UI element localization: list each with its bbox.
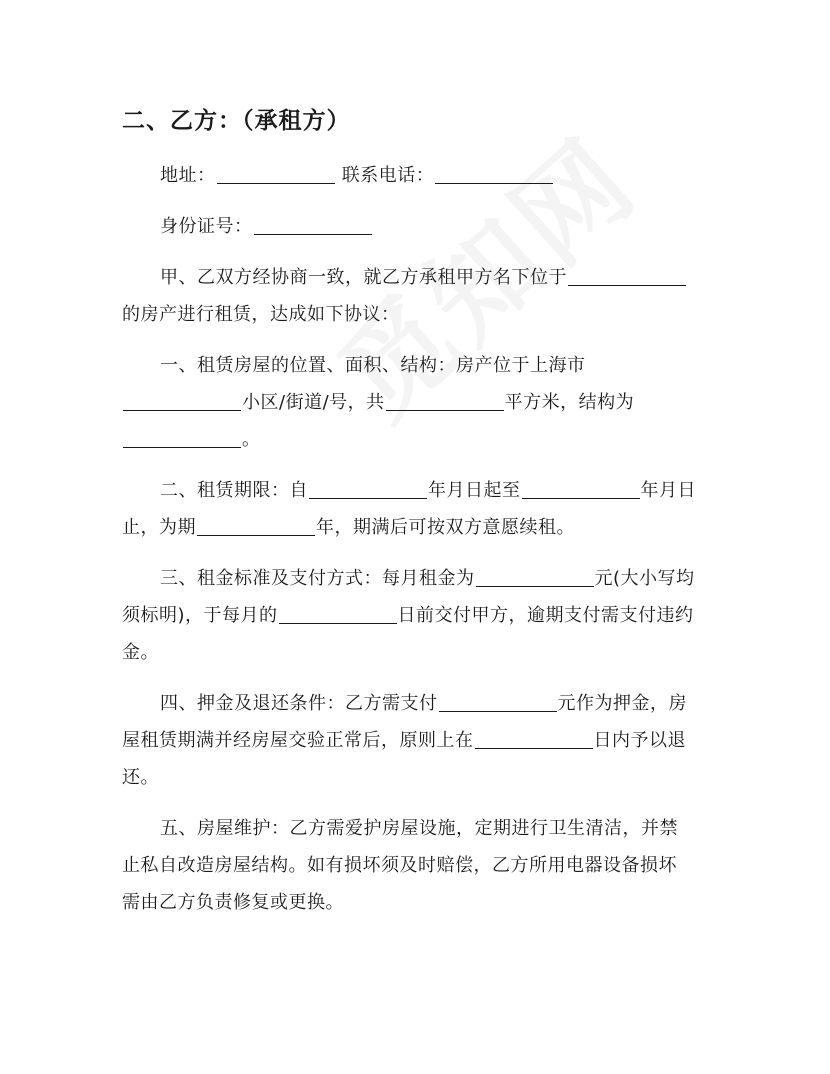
text: 日前交付甲方，逾期支付需支付违约 — [397, 605, 694, 626]
text: 元(大小写均 — [594, 568, 695, 589]
blank-field — [123, 429, 241, 448]
line-clause-1a — [160, 354, 586, 378]
text: 屋租赁期满并经房屋交验正常后，原则上在 — [122, 730, 474, 751]
line-clause-5b — [122, 854, 677, 878]
line-address-phone — [160, 164, 554, 188]
text: 三、租金标准及支付方式：每月租金为 — [160, 568, 475, 589]
blank-field — [568, 267, 686, 286]
blank-field — [439, 693, 557, 712]
line-clause-5c — [122, 891, 344, 915]
line-clause-3c — [122, 641, 159, 665]
line-clause-3b — [122, 604, 694, 628]
line-clause-3a — [160, 567, 695, 591]
text: 一、租赁房屋的位置、面积、结构：房产位于上海市 — [160, 355, 586, 376]
blank-field — [254, 216, 372, 235]
text: 须标明)，于每月的 — [122, 605, 278, 626]
text: 金。 — [122, 642, 159, 663]
line-id-number — [160, 215, 373, 239]
text: 。 — [242, 429, 261, 450]
text: 五、房屋维护：乙方需爱护房屋设施，定期进行卫生清洁，并禁 — [160, 818, 678, 839]
text: 年月日起至 — [428, 480, 521, 501]
text: 年月日 — [640, 480, 696, 501]
text: 联系电话： — [341, 165, 435, 186]
text: 元作为押金，房 — [557, 693, 687, 714]
text: 甲、乙双方经协商一致，就乙方承租甲方名下位于 — [160, 267, 567, 288]
text: 地址： — [160, 165, 216, 186]
blank-field — [475, 730, 593, 749]
blank-field — [435, 165, 553, 184]
line-clause-5a — [160, 817, 678, 841]
text: 四、押金及退还条件：乙方需支付 — [160, 693, 438, 714]
line-clause-1c — [122, 428, 261, 452]
line-clause-4c — [122, 766, 159, 790]
section-heading: 二、乙方：（承租方） — [122, 108, 351, 134]
line-agreement-2 — [122, 303, 400, 327]
text: 年，期满后可按双方意愿续租。 — [316, 517, 575, 538]
line-agreement-1 — [160, 266, 687, 290]
blank-field — [522, 480, 640, 499]
text: 止私自改造房屋结构。如有损坏须及时赔偿，乙方所用电器设备损坏 — [122, 855, 677, 876]
line-clause-4b — [122, 729, 686, 753]
line-clause-2a — [160, 479, 696, 503]
blank-field — [476, 568, 594, 587]
blank-field — [197, 517, 315, 536]
text: 的房产进行租赁，达成如下协议： — [122, 304, 400, 325]
blank-field — [123, 392, 241, 411]
blank-field — [309, 480, 427, 499]
text: 平方米，结构为 — [504, 392, 635, 413]
blank-field — [386, 392, 504, 411]
blank-field — [279, 605, 397, 624]
text: 还。 — [122, 767, 159, 788]
text: 需由乙方负责修复或更换。 — [122, 892, 344, 913]
text: 身份证号： — [160, 216, 253, 237]
text: 小区/街道/号，共 — [242, 392, 385, 413]
blank-field — [217, 165, 335, 184]
text: 二、租赁期限：自 — [160, 480, 308, 501]
text: 止，为期 — [122, 517, 196, 538]
line-clause-1b — [122, 391, 634, 415]
line-clause-2b — [122, 516, 575, 540]
text: 日内予以退 — [593, 730, 686, 751]
line-clause-4a — [160, 692, 687, 716]
